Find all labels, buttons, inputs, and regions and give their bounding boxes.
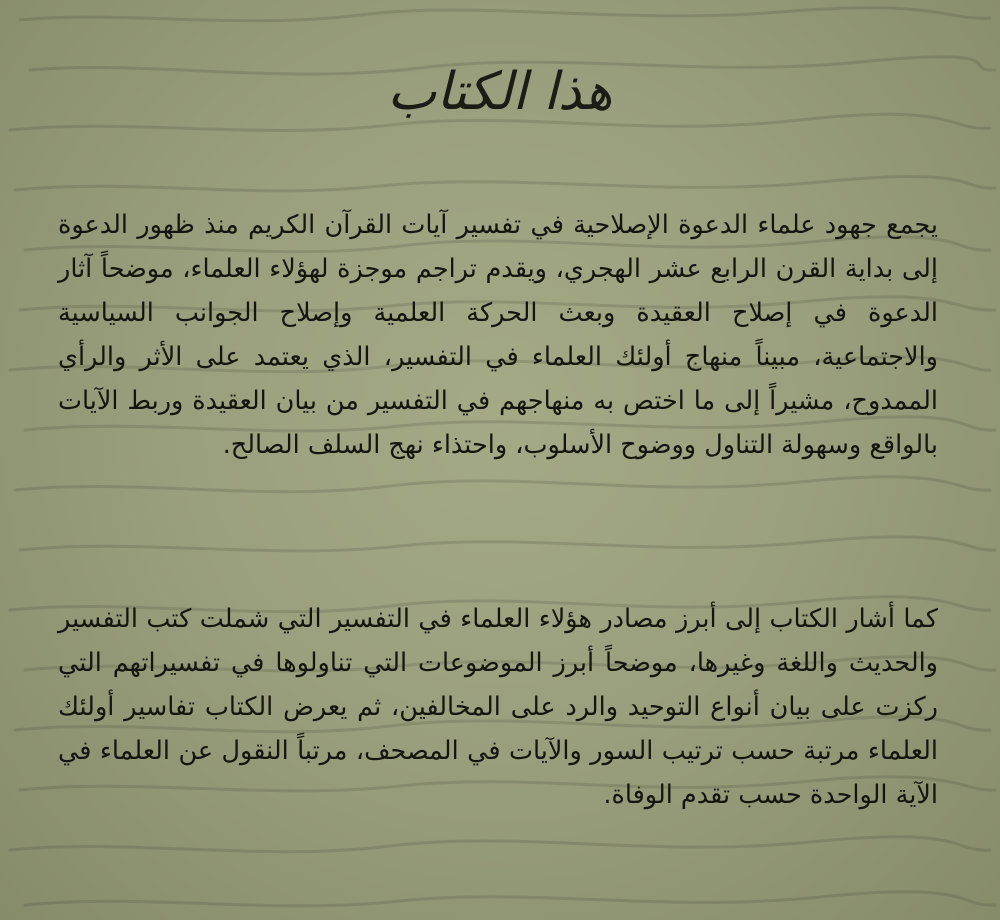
page-title: هذا الكتاب	[387, 62, 613, 122]
paragraph-2: كما أشار الكتاب إلى أبرز مصادر هؤلاء العلماء في التفسير التي شملت كتب التفسير والحديث واللغة وغيرها، موضحاً أبرز الموضوعات التي تناولوها في تفسيراتهم التي ركزت على بيان أنواع التوحيد والرد على المخالفين، ثم يعرض الكتاب تفاسير أولئك العلماء مرتبة حسب ترتيب السور والآيات في المصحف، مرتباً النقول عن العلماء في الآية الواحدة حسب تقدم الوفاة.	[58, 604, 938, 810]
paragraph-1: يجمع جهود علماء الدعوة الإصلاحية في تفسير آيات القرآن الكريم منذ ظهور الدعوة إلى بداية القرن الرابع عشر الهجري، ويقدم تراجم موجزة لهؤلاء العلماء، موضحاً آثار الدعوة في إصلاح العقيدة وبعث الحركة العلمية وإصلاح الجوانب السياسية والاجتماعية، مبيناً منهاج أولئك العلماء في التفسير، الذي يعتمد على الأثر والرأي الممدوح، مشيراً إلى ما اختص به منهاجهم في التفسير من بيان العقيدة وربط الآيات بالواقع وسهولة التناول ووضوح الأسلوب، واحتذاء نهج السلف الصالح.	[58, 210, 938, 460]
